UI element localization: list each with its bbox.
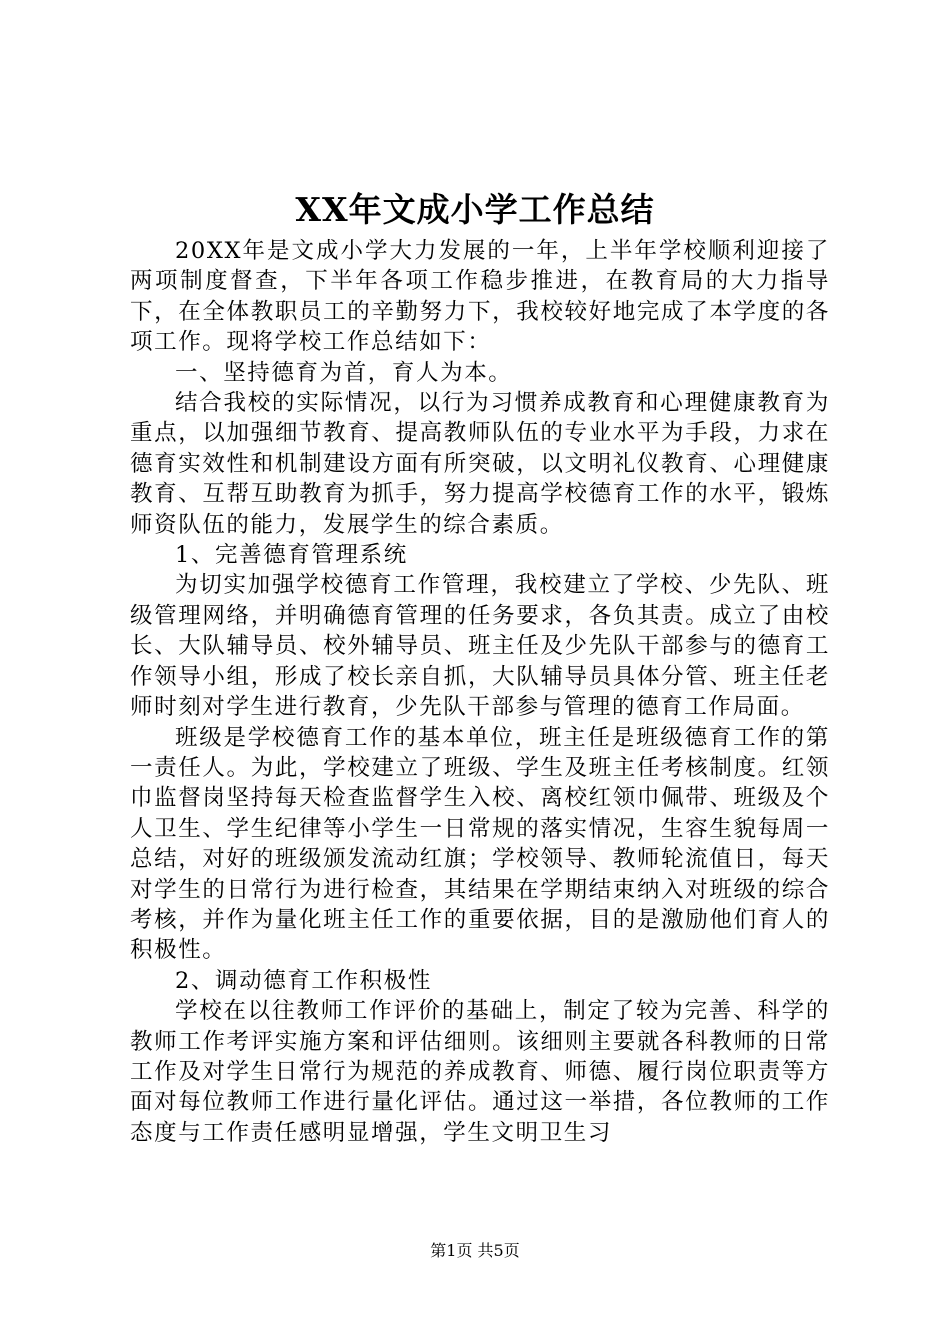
heading-section-1: 一、坚持德育为首，育人为本。 [175,359,513,386]
paragraph-teacher-evaluation: 学校在以往教师工作评价的基础上，制定了较为完善、科学的教师工作考评实施方案和评估细则。该细则主要就各科教师的日常工作及对学生日常行为规范的养成教育、师德、履行岗位职责等方面对每位教师工作进行量化评估。通过这一举措，各位教师的工作态度与工作责任感明显增强，学生文明卫生习 [130,998,830,1146]
paragraph-management-system: 为切实加强学校德育工作管理，我校建立了学校、少先队、班级管理网络，并明确德育管理的任务要求，各负其责。成立了由校长、大队辅导员、校外辅导员、班主任及少先队干部参与的德育工作领导小组，形成了校长亲自抓，大队辅导员具体分管、班主任老师时刻对学生进行教育，少先队干部参与管理的德育工作局面。 [130,572,830,721]
heading-subsection-2: 2、调动德育工作积极性 [175,967,432,994]
paragraph-class-unit: 班级是学校德育工作的基本单位，班主任是班级德育工作的第一责任人。为此，学校建立了班级、学生及班主任考核制度。红领巾监督岗坚持每天检查监督学生入校、离校红领巾佩带、班级及个人卫生、学生纪律等小学生一日常规的落实情况，生容生貌每周一总结，对好的班级颁发流动红旗；学校领导、教师轮流值日，每天对学生的日常行为进行检查，其结果在学期结束纳入对班级的综合考核，并作为量化班主任工作的重要依据，目的是激励他们育人的积极性。 [130,724,830,964]
paragraph-intro: 20XX年是文成小学大力发展的一年，上半年学校顺利迎接了两项制度督查，下半年各项工作稳步推进，在教育局的大力指导下，在全体教职员工的辛勤努力下，我校较好地完成了本学度的各项工作。现将学校工作总结如下： [130,238,830,356]
heading-subsection-1: 1、完善德育管理系统 [175,542,408,569]
document-body [130,236,830,1148]
page-footer: 第1页 共5页 [430,1241,520,1260]
document-title: XX年文成小学工作总结 [295,190,655,229]
paragraph-section-1-overview: 结合我校的实际情况，以行为习惯养成教育和心理健康教育为重点，以加强细节教育、提高教师队伍的专业水平为手段，力求在德育实效性和机制建设方面有所突破，以文明礼仪教育、心理健康教育、互帮互助教育为抓手，努力提高学校德育工作的水平，锻炼师资队伍的能力，发展学生的综合素质。 [130,390,830,538]
